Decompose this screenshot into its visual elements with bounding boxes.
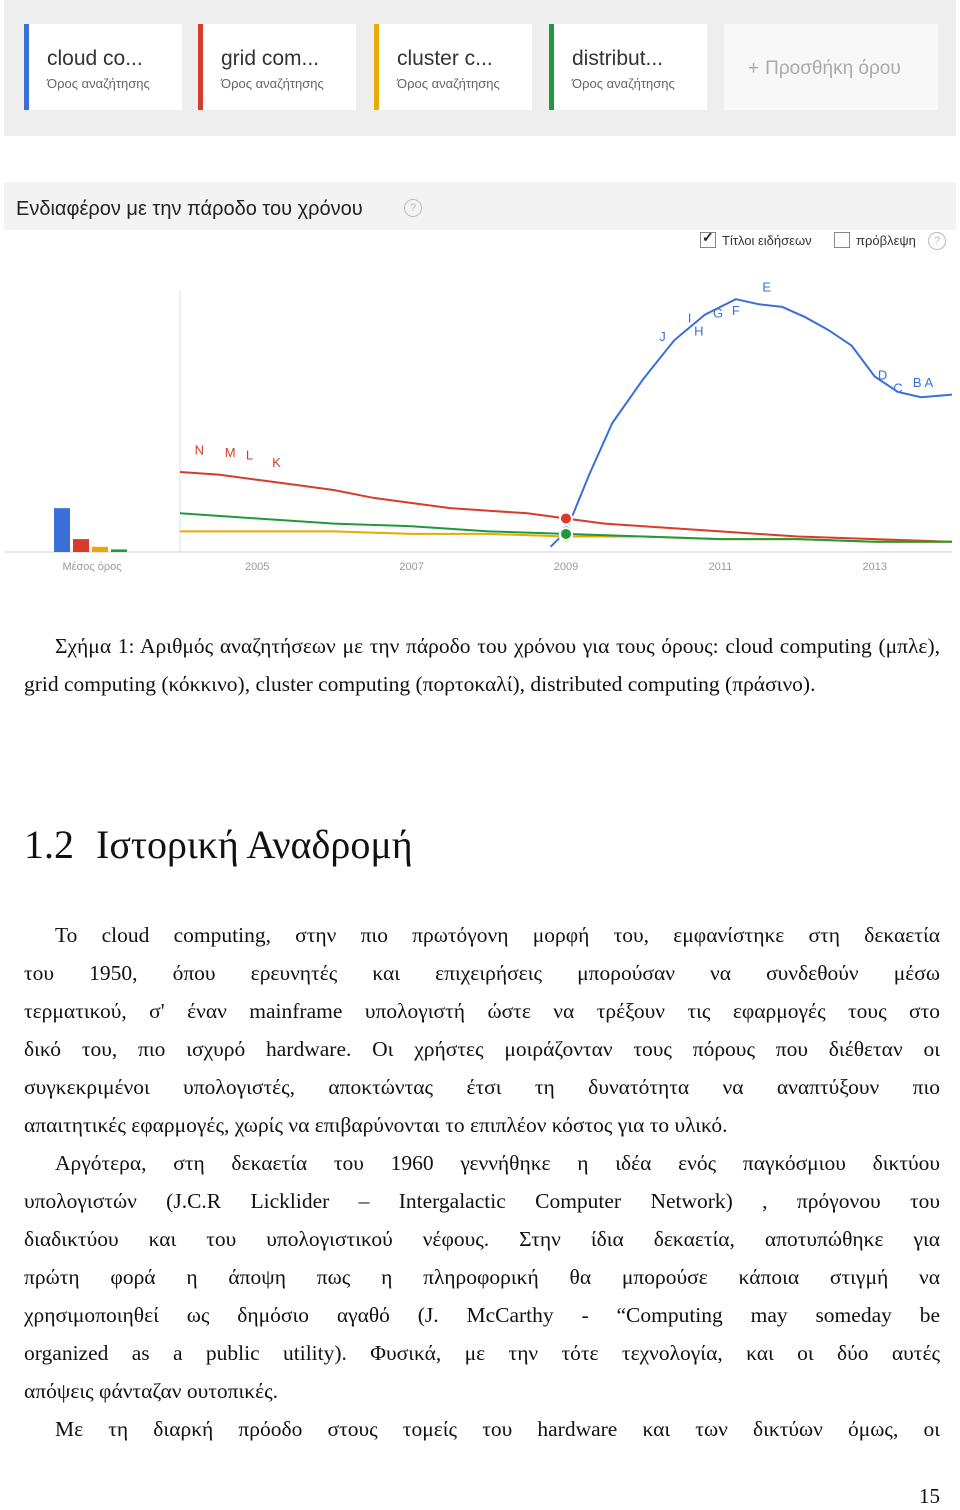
body-line: απόψεις φάνταζαν ουτοπικές.: [24, 1379, 278, 1403]
news-marker: A: [924, 375, 934, 391]
x-tick-label: 2007: [399, 561, 424, 573]
section-number: 1.2: [24, 822, 74, 867]
body-line: δικό του, πιο ισχυρό hardware. Οι χρήστες μοιράζονταν τους πόρους που διέθεταν οι: [24, 1037, 940, 1061]
x-tick-label: 2013: [862, 561, 888, 573]
news-headlines-label: Τίτλοι ειδήσεων: [722, 232, 812, 248]
average-bar: [73, 539, 89, 552]
add-term-label: Προσθήκη όρου: [765, 58, 901, 79]
term-card-cluster[interactable]: [374, 24, 532, 110]
news-marker: F: [731, 302, 740, 318]
term-card-cloud[interactable]: [24, 24, 182, 110]
term-subtitle: Όρος αναζήτησης: [221, 76, 324, 91]
news-marker: C: [893, 380, 903, 396]
news-marker: E: [762, 279, 772, 295]
news-headlines-option[interactable]: [700, 232, 812, 248]
news-marker: B: [912, 375, 922, 391]
average-bar: [111, 549, 127, 552]
news-marker: M: [224, 444, 236, 460]
interest-over-time-chart: [0, 270, 960, 580]
average-bar: [54, 508, 70, 552]
body-line: τερματικού, σ' έναν mainframe υπολογιστή ώστε να τρέξουν τις εφαρμογές τους στο: [24, 999, 940, 1023]
interest-title: Ενδιαφέρον με την πάροδο του χρόνου: [16, 198, 363, 220]
x-tick-label: Μέσος όρος: [62, 561, 122, 573]
forecast-help-icon[interactable]: ?: [928, 232, 946, 250]
forecast-option[interactable]: [834, 232, 916, 248]
section-title: Ιστορική Αναδρομή: [96, 822, 413, 867]
term-subtitle: Όρος αναζήτησης: [397, 76, 500, 91]
page-number: 15: [919, 1484, 940, 1508]
highlight-point: [560, 512, 572, 524]
body-line: Το cloud computing, στην πιο πρωτόγονη μορφή του, εμφανίστηκε στη δεκαετία: [55, 923, 940, 947]
term-card-grid[interactable]: [198, 24, 356, 110]
term-subtitle: Όρος αναζήτησης: [47, 76, 150, 91]
body-line: διαδικτύου και του υπολογιστικού νέφους. Στην ίδια δεκαετία, αποτυπώθηκε για: [24, 1227, 940, 1251]
forecast-label: πρόβλεψη: [856, 232, 916, 248]
news-marker: J: [659, 328, 666, 344]
term-name: cloud co...: [47, 47, 143, 70]
body-line: συγκεκριμένοι υπολογιστές, αποκτώντας έτσι τη δυνατότητα να αναπτύξουν πιο: [24, 1075, 940, 1099]
x-tick-label: 2011: [708, 561, 733, 573]
figure-caption: Σχήμα 1: Αριθμός αναζητήσεων με την πάροδο του χρόνου για τους όρους: cloud computing (μπλε), grid computing (κόκκινο), cluster computing (πορτοκαλί), distributed computing (πράσινο).: [24, 634, 940, 696]
body-line: απαιτητικές εφαρμογές, χωρίς να επιβαρύνονται το επιπλέον κόστος για το υλικό.: [24, 1113, 728, 1137]
term-subtitle: Όρος αναζήτησης: [572, 76, 675, 91]
body-line: πρώτη φορά η άποψη πως η πληροφορική θα μπορούσε κάποια στιγμή να: [24, 1265, 940, 1289]
news-marker: N: [194, 442, 204, 458]
term-name: grid com...: [221, 47, 320, 70]
help-icon[interactable]: ?: [404, 199, 422, 217]
interest-header: [4, 182, 956, 230]
news-marker: L: [245, 447, 254, 463]
body-line: Με τη διαρκή πρόοδο στους τομείς του hardware και των δικτύων όμως, οι: [55, 1417, 940, 1441]
news-marker: H: [694, 323, 704, 339]
news-marker: D: [877, 367, 888, 383]
body-line: χρησιμοποιηθεί ως δημόσιο αγαθό (J. McCarthy - “Computing may someday be: [24, 1303, 940, 1327]
news-marker: G: [713, 305, 724, 321]
term-name: distribut...: [572, 47, 664, 70]
body-line: organized as a public utility). Φυσικά, με την τότε τεχνολογία, και οι δύο αυτές: [24, 1341, 940, 1365]
term-card-distributed[interactable]: [549, 24, 707, 110]
series-line: [551, 299, 952, 547]
average-bar: [92, 547, 108, 552]
add-term-button[interactable]: [724, 24, 938, 110]
section-heading: [24, 818, 413, 872]
plus-icon: +: [748, 58, 760, 79]
news-marker: I: [687, 310, 692, 326]
news-marker: K: [272, 455, 281, 471]
x-tick-label: 2009: [553, 561, 579, 573]
search-terms-bar: [4, 0, 956, 136]
term-name: cluster c...: [397, 47, 493, 70]
x-tick-label: 2005: [244, 561, 270, 573]
forecast-checkbox[interactable]: [834, 232, 850, 248]
body-line: Αργότερα, στη δεκαετία του 1960 γεννήθηκε η ιδέα ενός παγκόσμιου δικτύου: [55, 1151, 940, 1175]
body-line: υπολογιστών (J.C.R Licklider – Intergalactic Computer Network) , πρόγονου του: [24, 1189, 940, 1213]
news-headlines-checkbox[interactable]: [700, 232, 716, 248]
body-line: του 1950, όπου ερευνητές και επιχειρήσεις μπορούσαν να συνδεθούν μέσω: [24, 961, 940, 985]
highlight-point: [560, 528, 572, 540]
